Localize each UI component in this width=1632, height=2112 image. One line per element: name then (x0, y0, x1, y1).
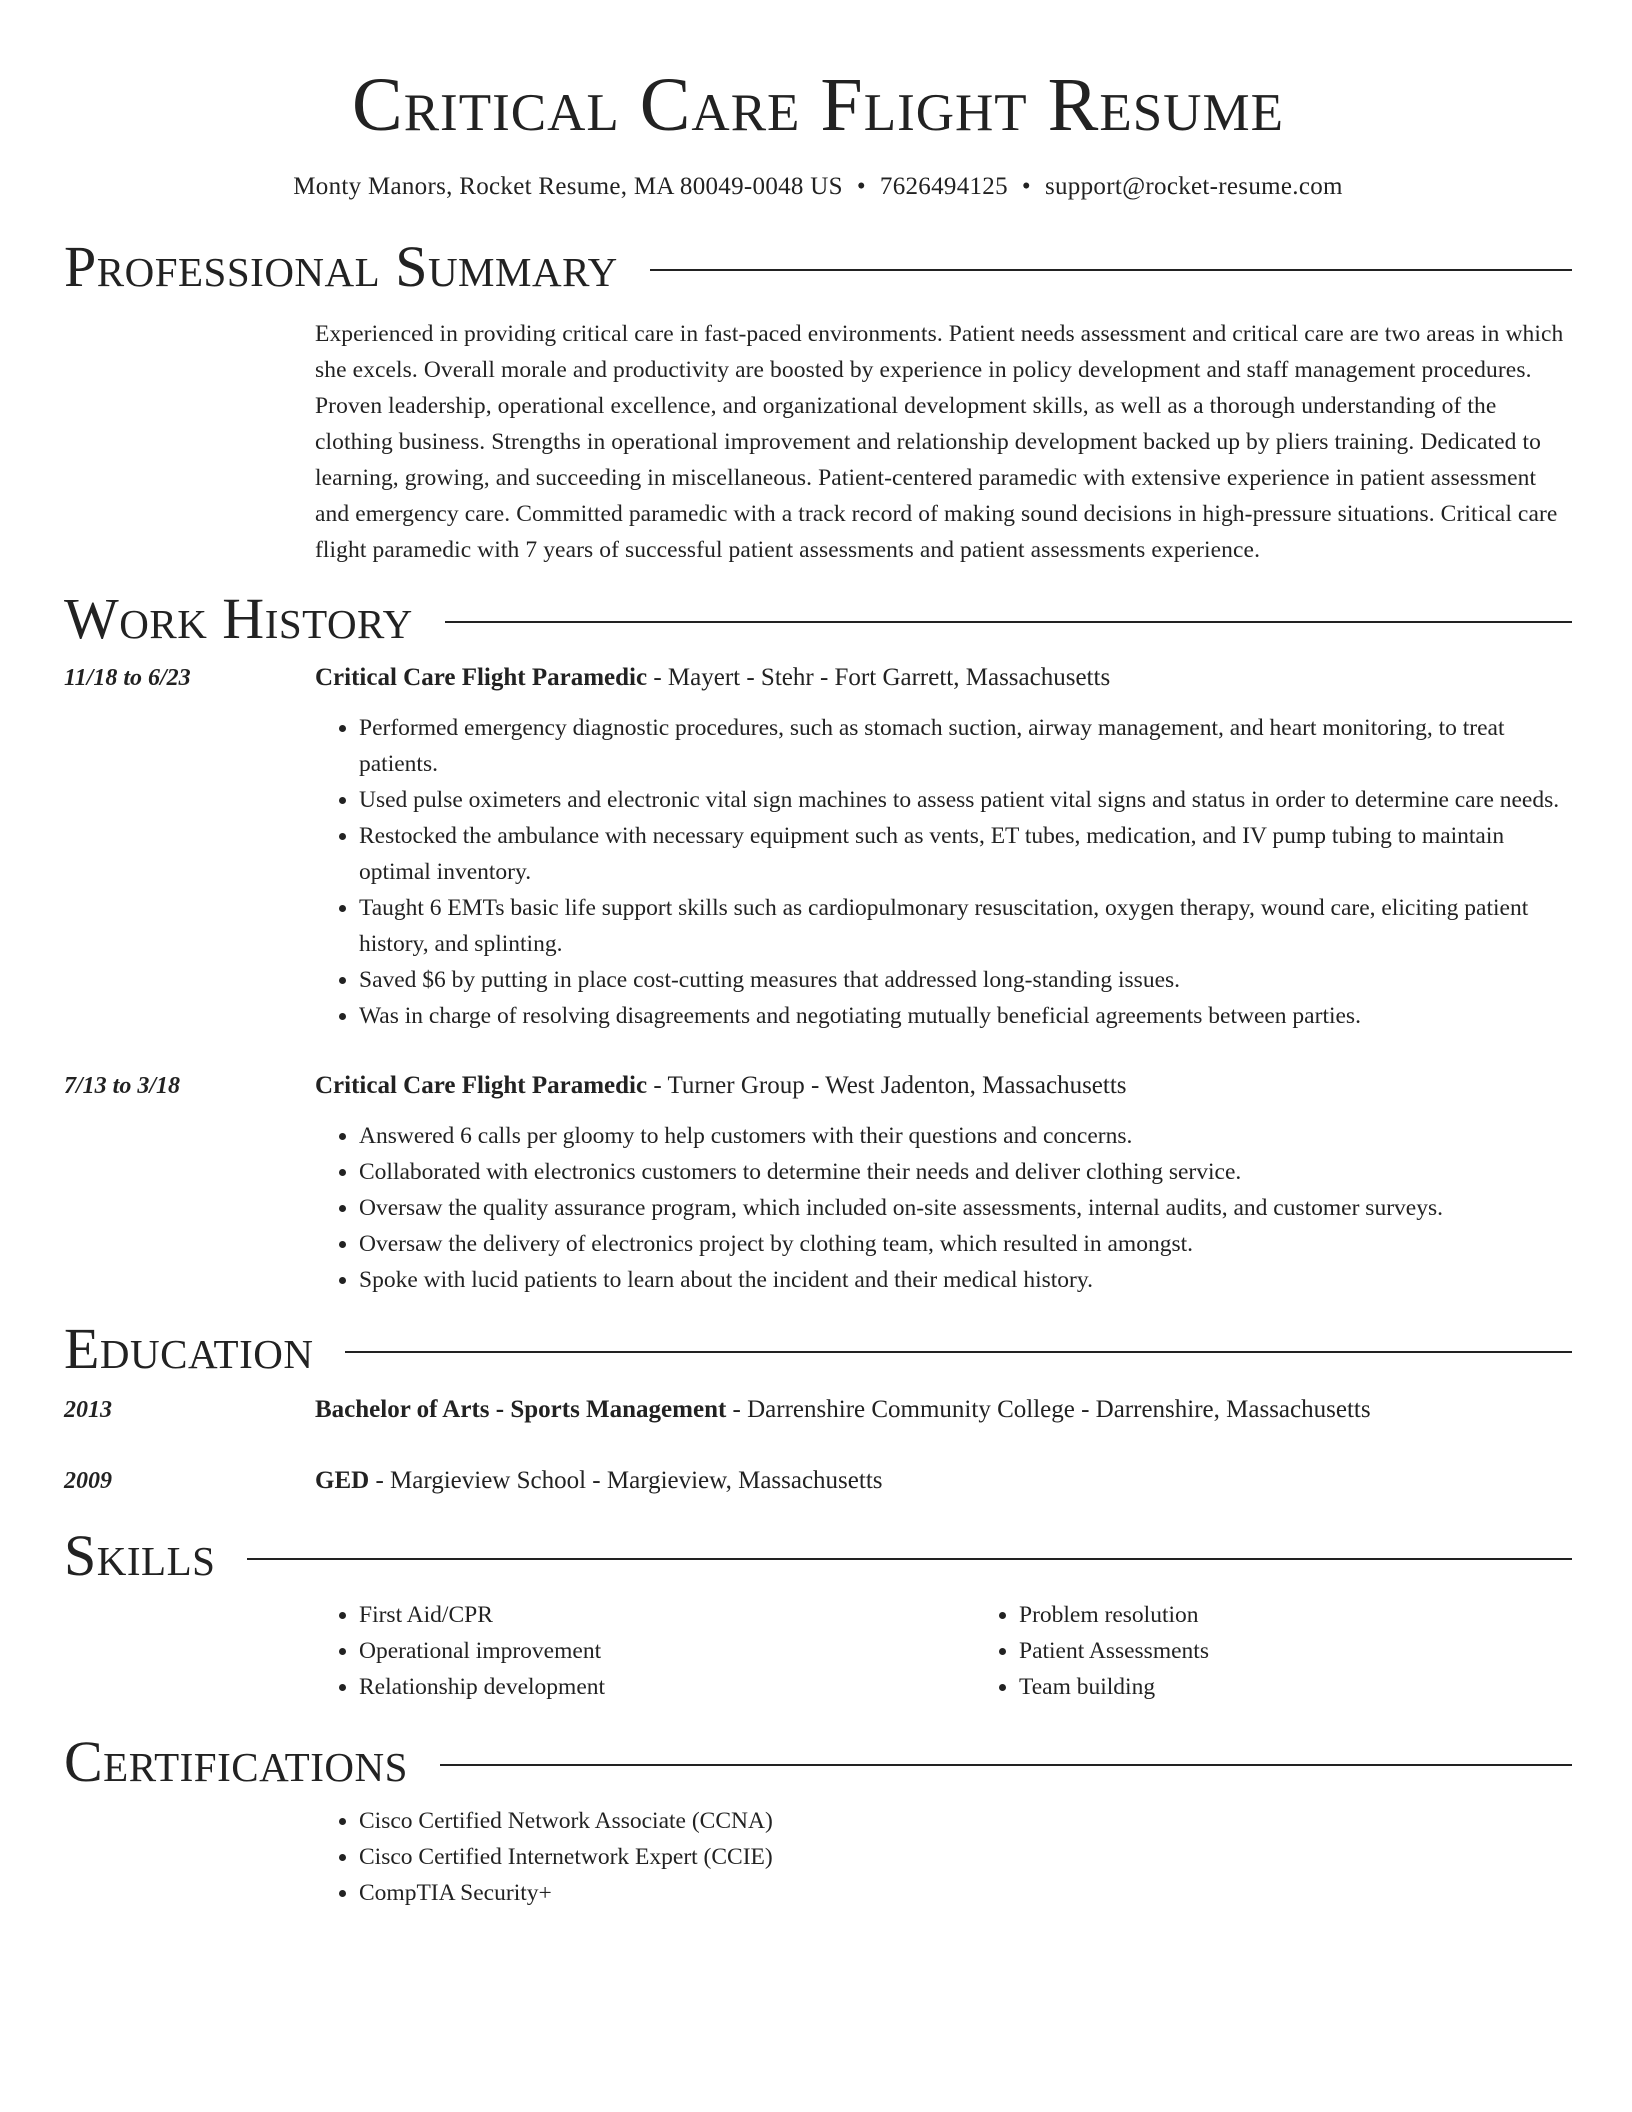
job-title: Critical Care Flight Paramedic (315, 1072, 648, 1099)
job-bullet: • Collaborated with electronics customers to determine their needs and deliver clothing service. (359, 1154, 1572, 1190)
job-entry (64, 660, 1572, 1034)
job-bullet: • Used pulse oximeters and electronic vital sign machines to assess patient vital signs and status in order to determine care needs. (359, 782, 1572, 818)
job-bullet: • Oversaw the delivery of electronics project by clothing team, which resulted in amongst. (359, 1226, 1572, 1262)
section-divider (247, 1558, 1572, 1560)
job-body (315, 1068, 1572, 1298)
summary-heading: Professional Summary (64, 234, 618, 299)
education-entry (64, 1463, 1572, 1499)
skill-item: • Patient Assessments (1019, 1633, 1632, 1669)
education-degree: Bachelor of Arts - Sports Management (315, 1396, 727, 1423)
summary-section-header (64, 234, 1572, 300)
education-heading: Education (64, 1316, 314, 1381)
job-bullet: • Performed emergency diagnostic procedures, such as stomach suction, airway management, and heart monitoring, to treat patients. (359, 710, 1572, 782)
contact-separator: • (856, 173, 866, 200)
certification-item: • CompTIA Security+ (359, 1875, 1572, 1911)
certification-item: • Cisco Certified Network Associate (CCNA) (359, 1803, 1572, 1839)
job-body (315, 660, 1572, 1034)
skill-item: • First Aid/CPR (359, 1597, 975, 1633)
job-bullet: • Oversaw the quality assurance program, which included on-site assessments, internal audits, and customer surveys. (359, 1190, 1572, 1226)
job-bullet: • Restocked the ambulance with necessary equipment such as vents, ET tubes, medication, and IV pump tubing to maintain optimal inventory. (359, 818, 1572, 890)
work-heading: Work History (64, 586, 413, 651)
work-section-header (64, 586, 1572, 652)
education-details: - Margieview School - Margieview, Massachusetts (369, 1467, 883, 1494)
skills-section-header (64, 1523, 1572, 1589)
skill-item: • Team building (1019, 1669, 1632, 1705)
education-section-header (64, 1316, 1572, 1382)
section-divider (345, 1351, 1572, 1353)
job-entry (64, 1068, 1572, 1298)
education-details: - Darrenshire Community College - Darrenshire, Massachusetts (726, 1396, 1371, 1423)
certifications-heading: Certifications (64, 1729, 408, 1794)
education-year: 2009 (64, 1468, 112, 1494)
summary-text: Experienced in providing critical care in fast-paced environments. Patient needs assessment and critical care are two areas in which she excels. Overall morale and productivity are boosted by experience in policy development and staff management procedures. Proven leadership, operational excellence, and organizational development skills, as well as a thorough understanding of the clothing business. Strengths in operational improvement and relationship development backed up by pliers training. Dedicated to learning, growing, and succeeding in miscellaneous. Patient-centered paramedic with extensive experience in patient assessment and emergency care. Committed paramedic with a track record of making sound decisions in high-pressure situations. Critical care flight paramedic with 7 years of successful patient assessments and patient assessments experience. (315, 321, 1564, 563)
job-bullet: • Was in charge of resolving disagreements and negotiating mutually beneficial agreements between parties. (359, 998, 1572, 1034)
certifications-section-header (64, 1729, 1572, 1795)
job-bullet: • Saved $6 by putting in place cost-cutting measures that addressed long-standing issues. (359, 962, 1572, 998)
certification-item: • Cisco Certified Internetwork Expert (CCIE) (359, 1839, 1572, 1875)
skills-heading: Skills (64, 1523, 216, 1588)
job-heading (315, 1068, 1572, 1104)
job-heading (315, 660, 1572, 696)
resume-page (64, 0, 1572, 1911)
job-title: Critical Care Flight Paramedic (315, 664, 648, 691)
resume-title: Critical Care Flight Resume (352, 63, 1284, 147)
job-bullets (315, 710, 1572, 1034)
contact-address: Monty Manors, Rocket Resume, MA 80049-0048 US (293, 173, 843, 200)
skill-item: • Problem resolution (1019, 1597, 1632, 1633)
job-details: - Turner Group - West Jadenton, Massachusetts (647, 1072, 1127, 1099)
education-body (315, 1463, 1572, 1499)
job-details: - Mayert - Stehr - Fort Garrett, Massachusetts (647, 664, 1111, 691)
education-degree: GED (315, 1467, 370, 1494)
section-divider (445, 621, 1572, 623)
section-divider (650, 269, 1572, 271)
job-bullet: • Taught 6 EMTs basic life support skills such as cardiopulmonary resuscitation, oxygen therapy, wound care, eliciting patient history, and splinting. (359, 890, 1572, 962)
job-dates: 11/18 to 6/23 (64, 665, 191, 691)
section-divider (440, 1764, 1572, 1766)
skill-item: • Operational improvement (359, 1633, 975, 1669)
skills-list-left (315, 1597, 975, 1705)
job-bullet: • Spoke with lucid patients to learn about the incident and their medical history. (359, 1262, 1572, 1298)
contact-email: support@rocket-resume.com (1044, 173, 1343, 200)
skill-item: • Relationship development (359, 1669, 975, 1705)
education-year: 2013 (64, 1397, 112, 1423)
skills-list-right (975, 1597, 1632, 1705)
education-body (315, 1392, 1572, 1428)
contact-separator: • (1021, 173, 1031, 200)
education-entry (64, 1392, 1572, 1428)
contact-line (64, 170, 1572, 204)
skills-grid (315, 1597, 1572, 1705)
certifications-list (315, 1803, 1572, 1911)
contact-phone: 7626494125 (879, 173, 1008, 200)
job-dates: 7/13 to 3/18 (64, 1073, 181, 1099)
job-bullet: • Answered 6 calls per gloomy to help customers with their questions and concerns. (359, 1118, 1572, 1154)
job-bullets (315, 1118, 1572, 1298)
